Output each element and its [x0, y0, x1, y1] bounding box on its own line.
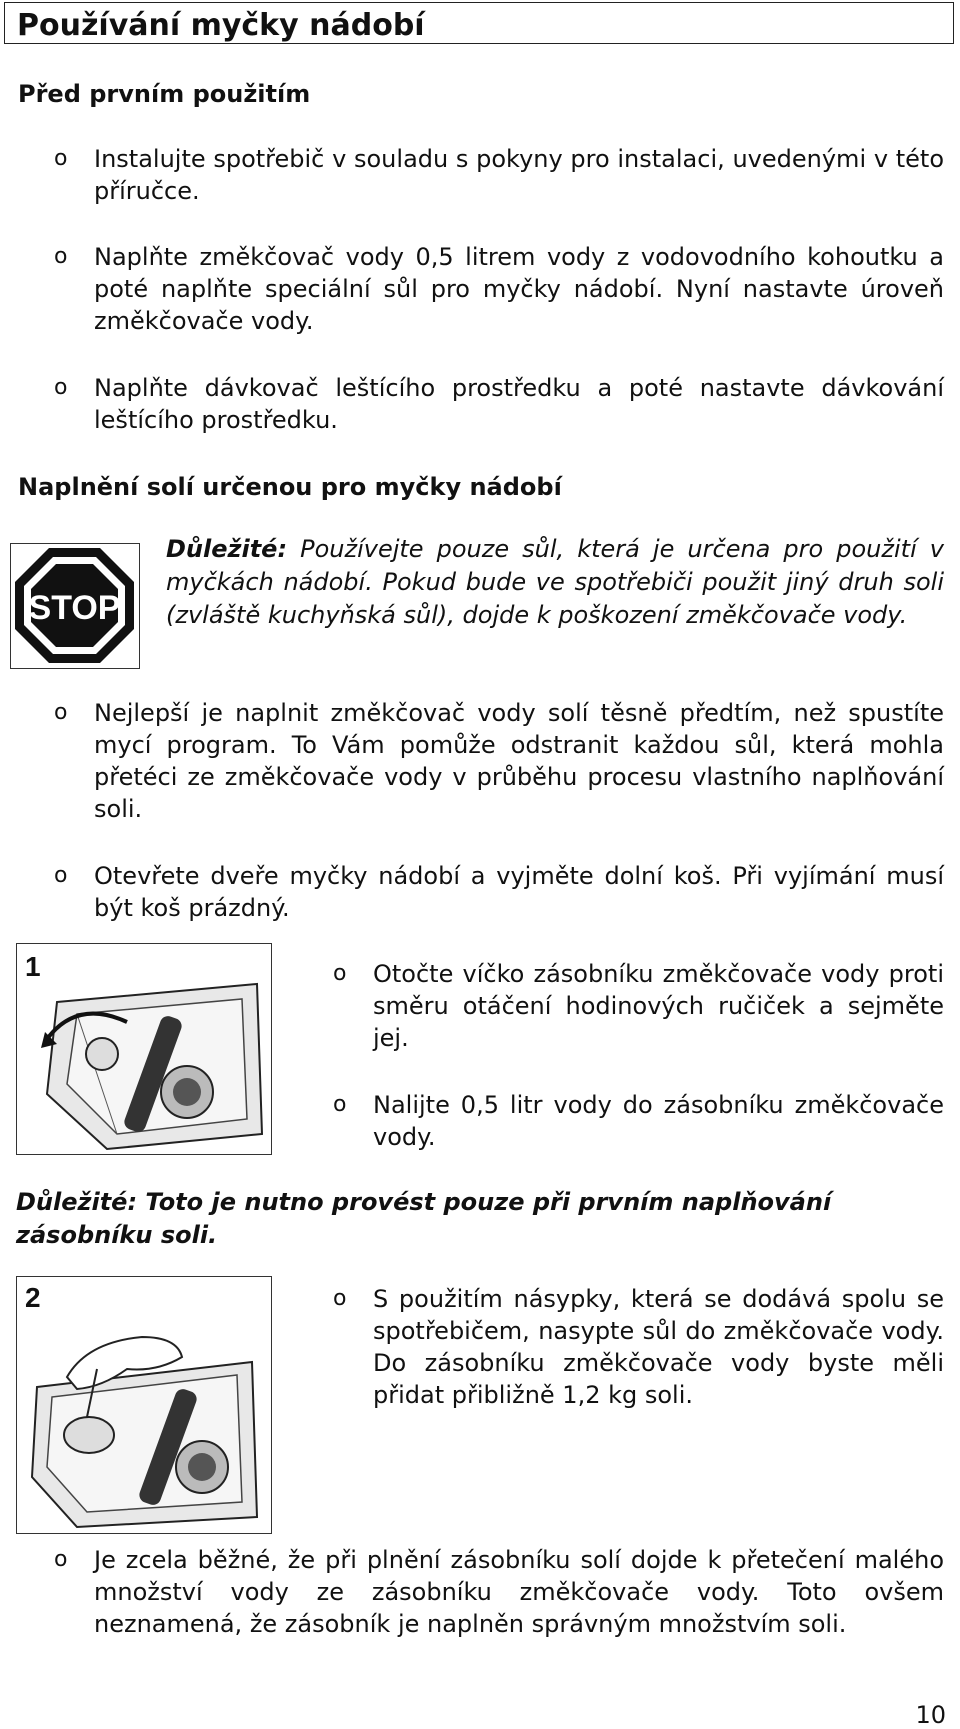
page-title-box — [4, 2, 954, 44]
list-item-text: Otevřete dveře myčky nádobí a vyjměte dolní koš. Při vyjímání musí být koš prázdný. — [94, 862, 944, 922]
stop-sign-text: STOP — [28, 589, 121, 627]
bullet-mark: o — [333, 961, 347, 986]
salt-funnel-illustration — [17, 1277, 270, 1532]
important-note-2: Důležité: Toto je nutno provést pouze při prvním naplňování zásobníku soli. — [16, 1188, 832, 1249]
important-note — [166, 533, 944, 632]
bullet-mark: o — [54, 375, 68, 400]
bullet-mark: o — [54, 863, 68, 888]
figure-number: 2 — [25, 1282, 41, 1313]
page-number: 10 — [915, 1701, 946, 1729]
list-item-text: Nalijte 0,5 litr vody do zásobníku změkčovače vody. — [373, 1091, 944, 1151]
bullet-mark: o — [54, 146, 68, 171]
list-item — [54, 697, 944, 825]
bullet-mark: o — [54, 700, 68, 725]
stop-sign-icon — [11, 544, 138, 667]
list-item-text: Instalujte spotřebič v souladu s pokyny pro instalaci, uvedenými v této příručce. — [94, 145, 944, 205]
list-item — [54, 1544, 944, 1640]
bullet-mark: o — [54, 244, 68, 269]
figure-1-image — [16, 943, 272, 1155]
list-item — [54, 241, 944, 337]
list-item-text: Je zcela běžné, že při plnění zásobníku solí dojde k přetečení malého množství vody ze zásobníku změkčovače vody. Toto ovšem neznamená, že zásobník je naplněn správným množstvím soli. — [94, 1546, 944, 1638]
list-item-text: Naplňte dávkovač leštícího prostředku a poté nastavte dávkování leštícího prostředku. — [94, 374, 944, 434]
list-item-text: Naplňte změkčovač vody 0,5 litrem vody z vodovodního kohoutku a poté naplňte speciální sůl pro myčky nádobí. Nyní nastavte úroveň změkčovače vody. — [94, 243, 944, 335]
list-item — [54, 143, 944, 207]
figure-number: 1 — [25, 951, 41, 982]
note-text: Používejte pouze sůl, která je určena pro použití v myčkách nádobí. Pokud bude ve spotřebiči použit jiný druh soli (zvláště kuchyňská sůl), dojde k poškození změkčovače vody. — [166, 535, 944, 629]
list-item — [333, 1089, 944, 1153]
section-heading-before-first-use: Před prvním použitím — [18, 80, 311, 108]
list-item — [54, 860, 944, 924]
figure-2-image — [16, 1276, 272, 1534]
list-item-text: Nejlepší je naplnit změkčovač vody solí těsně předtím, než spustíte mycí program. To Vám pomůže odstranit každou sůl, která mohla přetéci ze změkčovače vody v průběhu procesu vlastního naplňování soli. — [94, 699, 944, 823]
note-label: Důležité: — [166, 535, 288, 563]
list-item — [54, 372, 944, 436]
list-item-text: Otočte víčko zásobníku změkčovače vody proti směru otáčení hodinových ručiček a sejměte jej. — [373, 960, 944, 1052]
stop-sign-image — [10, 543, 140, 669]
bullet-mark: o — [54, 1547, 68, 1572]
bullet-mark: o — [333, 1092, 347, 1117]
softener-cap-illustration — [17, 944, 270, 1153]
section-heading-salt-filling: Naplnění solí určenou pro myčky nádobí — [18, 473, 562, 501]
page-title: Používání myčky nádobí — [17, 8, 425, 43]
list-item — [333, 1283, 944, 1411]
list-item — [333, 958, 944, 1054]
list-item-text: S použitím násypky, která se dodává spolu se spotřebičem, nasypte sůl do změkčovače vody. Do zásobníku změkčovače vody byste měli přidat přibližně 1,2 kg soli. — [373, 1285, 944, 1409]
bullet-mark: o — [333, 1286, 347, 1311]
